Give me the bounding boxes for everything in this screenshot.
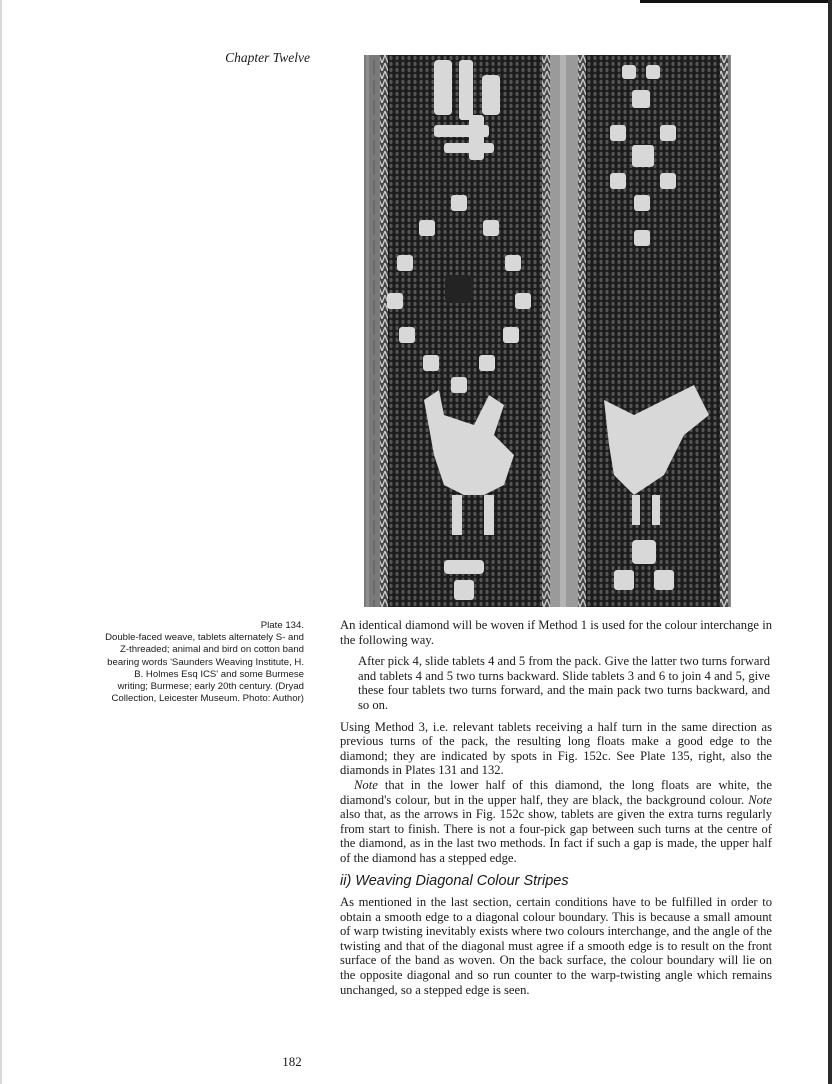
paragraph-note <box>340 778 772 866</box>
plate-caption-text: Double-faced weave, tablets alternately S- and Z-threaded; animal and bird on cotton band bearing words 'Saunders Weaving Institute, H. B. Holmes Esq ICS' and some Burmese writing; Burmese; early 20th century. (Dryad Collection, Leicester Museum. Photo: Author) <box>105 632 304 705</box>
page-edge-top <box>640 0 832 3</box>
running-head: Chapter Twelve <box>225 50 310 65</box>
woven-band-image <box>364 55 731 607</box>
body-text <box>340 618 772 1004</box>
page-number: 182 <box>282 1054 302 1069</box>
plate-caption <box>104 620 304 705</box>
paragraph-method-1: An identical diamond will be woven if Method 1 is used for the colour interchange in the following way. <box>340 618 772 647</box>
note-text-2: also that, as the arrows in Fig. 152c show, tablets are given the extra turns regularly from start to finish. There is not a four-pick gap between such turns at the centre of the diamond, as in the last two methods. In fact if such a gap is made, the upper half of the diamond has a stepped edge. <box>340 807 772 865</box>
paragraph-method-3: Using Method 3, i.e. relevant tablets receiving a half turn in the same direction as previous turns of the pack, the resulting long floats make a good edge to the diamond; they are indicated by spots in Fig. 152c. See Plate 135, right, also the diamonds in Plates 131 and 132. <box>340 719 772 778</box>
note-label-2: Note <box>748 792 772 807</box>
page-edge-right <box>828 0 832 1084</box>
plate-photograph <box>364 55 731 607</box>
instruction-block: After pick 4, slide tablets 4 and 5 from the pack. Give the latter two turns forward and tablets 4 and 5 two turns backward. Slide tablets 3 and 6 to join 4 and 5, give these four tablets two turns forward, and the main pack two turns backward, and so on. <box>358 654 770 712</box>
note-text-1: that in the lower half of this diamond, the long floats are white, the diamond's colour, but in the upper half, they are black, the background colour. <box>340 777 772 807</box>
page-edge-left <box>0 0 2 1084</box>
section-heading: ii) Weaving Diagonal Colour Stripes <box>340 872 569 889</box>
plate-number: Plate 134. <box>260 620 304 631</box>
paragraph-diagonal-stripes: As mentioned in the last section, certain conditions have to be fulfilled in order to obtain a smooth edge to a diagonal colour boundary. This is because a small amount of warp twisting inevitably exists where two colours interchange, and the angle of the twisting and that of the diagonal must agree if a smooth edge is to result on the front surface of the band as woven. On the back surface, the colour boundary will lie on the opposite diagonal and so run counter to the warp-twisting angle which remains unchanged, so a stepped edge is seen. <box>340 895 772 997</box>
note-label-1: Note <box>354 777 378 792</box>
